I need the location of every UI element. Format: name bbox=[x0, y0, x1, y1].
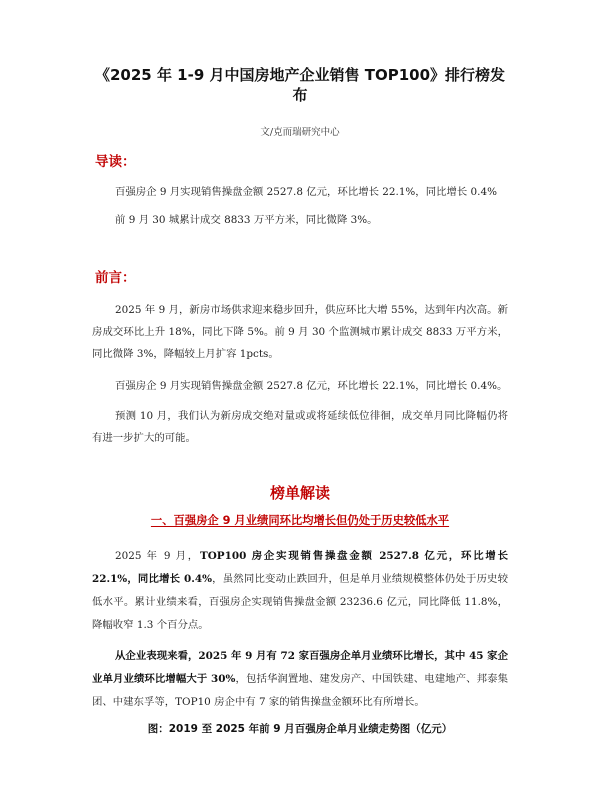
figure-caption: 图：2019 至 2025 年前 9 月百强房企单月业绩走势图（亿元） bbox=[147, 723, 453, 735]
byline: 文/克而瑞研究中心 bbox=[260, 127, 340, 138]
preface-paragraph: 2025 年 9 月，新房市场供求迎来稳步回升，供应环比大增 55%，达到年内次高。新房成交环比上升 18%，同比下降 5%。前 9 月 30 个监测城市累计成交 8833 万平方米，同比微降 3%，降幅较上月扩容 1pcts。 bbox=[92, 304, 508, 360]
intro-paragraph: 前 9 月 30 城累计成交 8833 万平方米，同比微降 3%。 bbox=[115, 214, 378, 226]
ranking-paragraph bbox=[92, 645, 508, 714]
intro-paragraph: 百强房企 9 月实现销售操盘金额 2527.8 亿元，环比增长 22.1%，同比增长 0.4% bbox=[115, 186, 497, 198]
text-segment: ，虽然同比变动止跌回升，但是单月业绩规模整体仍处于历史较低水平。累计业绩来看，百强房企实现销售操盘金额 23236.6 亿元，同比降低 11.8%，降幅收窄 1.3 个百分点。 bbox=[92, 573, 509, 631]
ranking-paragraph bbox=[92, 545, 508, 637]
preface-section bbox=[92, 269, 508, 449]
preface-label: 前言： bbox=[95, 270, 136, 286]
ranking-subheading bbox=[92, 512, 508, 530]
preface-paragraph: 预测 10 月，我们认为新房成交绝对量或或将延续低位徘徊，成交单月同比降幅仍将有进一步扩大的可能。 bbox=[92, 410, 508, 444]
preface-paragraph: 百强房企 9 月实现销售操盘金额 2527.8 亿元，环比增长 22.1%，同比增长 0.4%。 bbox=[115, 380, 508, 392]
ranking-subheading-text: 一、百强房企 9 月业绩同环比均增长但仍处于历史较低水平 bbox=[150, 514, 450, 527]
text-segment: ，包括华润置地、建发房产、中国铁建、电建地产、邦泰集团、中建东孚等，TOP10 房企中有 7 家的销售操盘金额环比有所增长。 bbox=[92, 673, 509, 708]
ranking-section bbox=[92, 482, 508, 738]
document-body bbox=[92, 0, 508, 738]
ranking-heading: 榜单解读 bbox=[269, 484, 330, 502]
emphasis-segment: TOP100 房企实现销售操盘金额 2527.8 亿元，环比增长 22.1%，同比增长 0.4% bbox=[92, 550, 508, 585]
document-title: 《2025 年 1-9 月中国房地产企业销售 TOP100》排行榜发布 bbox=[94, 66, 506, 104]
emphasis-segment: 从企业表现来看，2025 年 9 月有 72 家百强房企单月业绩环比增长，其中 45 家企业单月业绩环比增幅大于 30% bbox=[92, 650, 508, 685]
intro-section bbox=[92, 153, 508, 231]
text-segment: 2025 年 9 月， bbox=[115, 550, 201, 562]
intro-label: 导读： bbox=[95, 154, 136, 170]
